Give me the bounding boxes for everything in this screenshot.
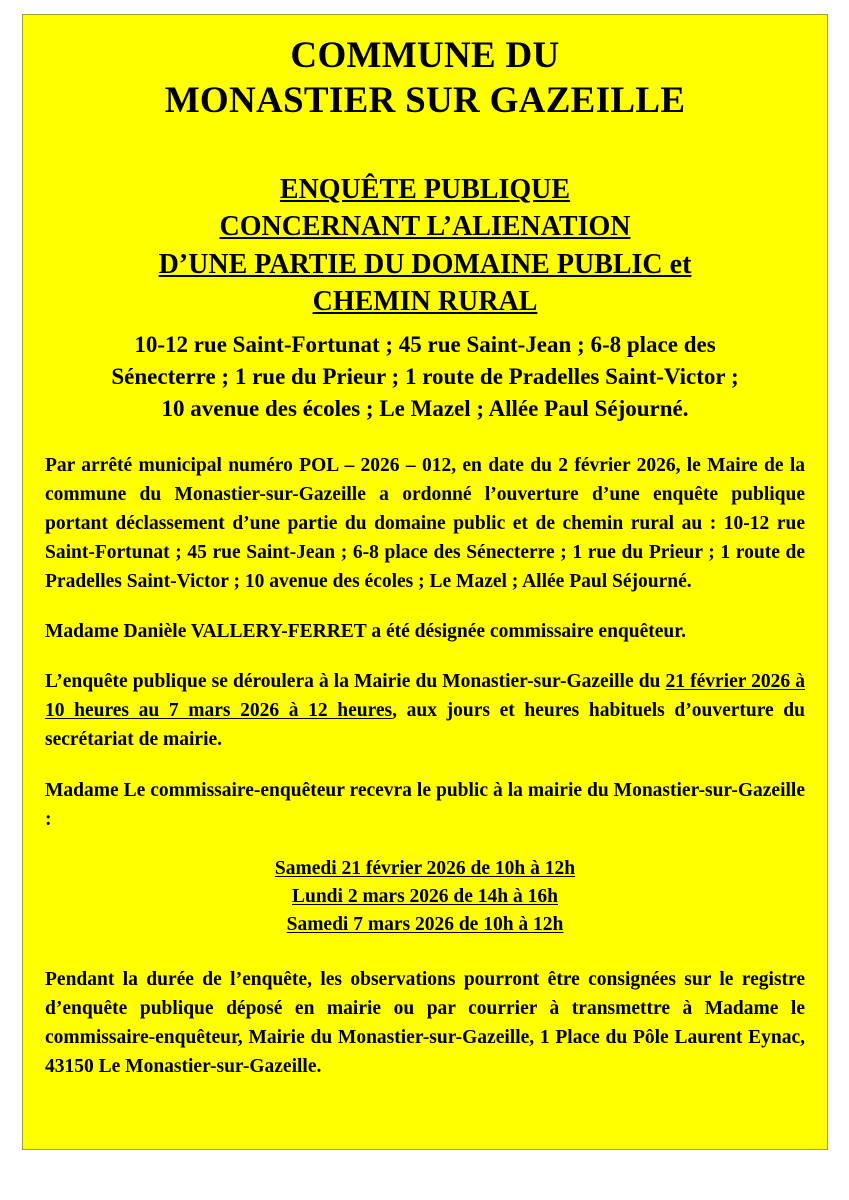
address-line-1: 10-12 rue Saint-Fortunat ; 45 rue Saint-Jean ; 6-8 place des bbox=[134, 332, 716, 358]
permanence-schedule bbox=[45, 855, 805, 939]
subtitle-line-enquete: ENQUÊTE PUBLIQUE bbox=[279, 174, 571, 206]
permanence-item-3: Samedi 7 mars 2026 de 10h à 12h bbox=[286, 913, 564, 935]
address-line-3: 10 avenue des écoles ; Le Mazel ; Allée Paul Séjourné. bbox=[161, 396, 689, 422]
deroulement-text-after: , aux jours et heures habituels d’ouverture du secrétariat de mairie. bbox=[45, 700, 805, 751]
title-line-municipality: MONASTIER SUR GAZEILLE bbox=[164, 80, 686, 122]
subtitle-line-chemin-rural: CHEMIN RURAL bbox=[312, 285, 538, 317]
notice-subtitle bbox=[45, 171, 805, 320]
paragraph-permanences-intro: Madame Le commissaire-enquêteur recevra le public à la mairie du Monastier-sur-Gazeille : bbox=[45, 779, 805, 830]
notice-body bbox=[45, 451, 805, 1081]
paragraph-commissaire: Madame Danièle VALLERY-FERRET a été désignée commissaire enquêteur. bbox=[45, 621, 686, 643]
paragraph-observations: Pendant la durée de l’enquête, les observations pourront être consignées sur le registre d’enquête publique déposé en mairie ou par courrier à transmettre à Madame le commissaire-enquêteur, Mairie du Monastier-sur-Gazeille, 1 Place du Pôle Laurent Eynac, 43150 Le Monastier-sur-Gazeille. bbox=[45, 968, 805, 1077]
address-list bbox=[45, 329, 805, 425]
subtitle-line-alienation: CONCERNANT L’ALIENATION bbox=[219, 211, 631, 243]
address-line-2: Sénecterre ; 1 rue du Prieur ; 1 route de Pradelles Saint-Victor ; bbox=[111, 364, 739, 390]
notice-title bbox=[45, 33, 805, 123]
subtitle-line-domaine-public: D’UNE PARTIE DU DOMAINE PUBLIC et bbox=[158, 248, 692, 280]
paragraph-arrete: Par arrêté municipal numéro POL – 2026 – 012, en date du 2 février 2026, le Maire de la commune du Monastier-sur-Gazeille a ordonné l’ouverture d’une enquête publique portant déclassement d’une partie du domaine public et de chemin rural au : 10-12 rue Saint-Fortunat ; 45 rue Saint-Jean ; 6-8 place des Sénecterre ; 1 rue du Prieur ; 1 route de Pradelles Saint-Victor ; 10 avenue des écoles ; Le Mazel ; Allée Paul Séjourné. bbox=[45, 455, 805, 593]
title-line-commune: COMMUNE DU bbox=[290, 35, 560, 76]
permanence-item-1: Samedi 21 février 2026 de 10h à 12h bbox=[274, 857, 576, 879]
paragraph-deroulement bbox=[45, 667, 805, 754]
permanence-item-2: Lundi 2 mars 2026 de 14h à 16h bbox=[291, 885, 558, 907]
deroulement-text-before: L’enquête publique se déroulera à la Mairie du Monastier-sur-Gazeille du bbox=[45, 671, 666, 693]
deroulement-dates: 21 février 2026 à 10 heures au 7 mars 2026 à 12 heures bbox=[45, 671, 805, 722]
public-notice-poster bbox=[22, 14, 828, 1150]
